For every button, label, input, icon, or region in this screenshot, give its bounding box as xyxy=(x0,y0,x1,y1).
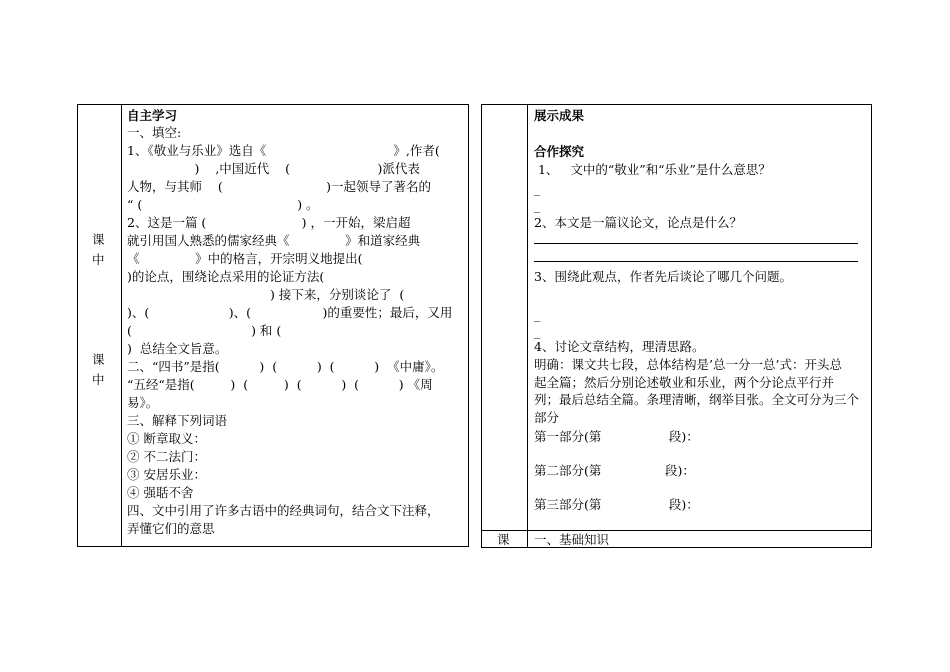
text-line: 一、填空: xyxy=(127,125,182,140)
part-1-line: 第一部分(第 段)： xyxy=(534,429,699,444)
text-line: 易》。 xyxy=(127,395,159,410)
side-label-1: 课 中 xyxy=(92,232,105,267)
text-line: ) 接下来，分别谈论了 ( xyxy=(127,287,405,302)
text-line: 2、这是一篇 ( ) ，一开始，梁启超 xyxy=(127,215,411,230)
part-3-line: 第三部分(第 段)： xyxy=(534,497,699,512)
right-table-top-border xyxy=(481,104,872,105)
self-study-content xyxy=(127,124,467,538)
explanation-line: 明确：课文共七段，总体结构是’总一分一总’式：开头总 xyxy=(534,357,842,372)
text-line: )的论点，围绕论点采用的论证方法( xyxy=(127,269,325,284)
text-line: ① 断章取义： xyxy=(127,431,206,446)
explanation-line: 部分 xyxy=(534,410,560,425)
text-line: ④ 强聒不舍 xyxy=(127,485,194,500)
text-line: 二、“四书”是指( ) ( ) ( ) 《中庸》。 xyxy=(127,359,444,374)
text-line: “五经“是指( ) ( ) ( ) ( ) 《周 xyxy=(127,377,433,392)
left-table-divider xyxy=(121,104,122,547)
explanation-line: 列；最后总结全篇。条理清晰，纲举目张。全文可分为三个 xyxy=(534,392,860,407)
right-table-divider xyxy=(527,104,528,548)
text-line: 人物，与其师 ( )一起领导了著名的 xyxy=(127,179,431,194)
show-results-heading: 展示成果 xyxy=(534,108,585,123)
left-table-right-border xyxy=(468,104,469,547)
question-4: 4、讨论文章结构，理清思路。 xyxy=(534,339,705,354)
answer-blank-mark: _ xyxy=(534,198,541,213)
bottom-side-label: 课 xyxy=(497,532,510,547)
question-3: 3、围绕此观点，作者先后谈论了哪几个问题。 xyxy=(534,269,792,284)
text-line: 就引用国人熟悉的儒家经典《 》和道家经典 xyxy=(127,233,421,248)
text-line: )、( )、( )的重要性；最后，又用 xyxy=(127,305,453,320)
cooperative-inquiry-heading: 合作探究 xyxy=(534,144,585,159)
question-1: 1、 文中的“敬业”和“乐业”是什么意思？ xyxy=(534,162,771,177)
part-2-line: 第二部分(第 段)： xyxy=(534,463,695,478)
left-table-top-border xyxy=(77,104,469,105)
answer-blank-mark: _ xyxy=(534,324,541,339)
left-table-bottom-border xyxy=(77,546,469,547)
text-line: ② 不二法门： xyxy=(127,449,206,464)
explanation-line: 起全篇；然后分别论述敬业和乐业，两个分论点平行并 xyxy=(534,375,835,390)
text-line: 四、文中引用了许多古语中的经典词句，结合文下注释， xyxy=(127,503,440,518)
left-table-left-border xyxy=(77,104,78,547)
answer-blank-mark: _ xyxy=(534,307,541,322)
right-table-right-border xyxy=(871,104,872,548)
text-line: 1、《敬业与乐业》选自《 》,作者( xyxy=(127,143,440,158)
right-table-left-border xyxy=(481,104,482,548)
text-line: ③ 安居乐业： xyxy=(127,467,206,482)
text-line: ) 总结全文旨意。 xyxy=(127,341,228,356)
text-line: 《 》中的格言，开宗明义地提出( xyxy=(127,251,363,266)
text-line: 弄懂它们的意思 xyxy=(127,521,215,536)
answer-line xyxy=(534,261,858,262)
text-line: 三、解释下列词语 xyxy=(127,413,228,428)
answer-line xyxy=(534,243,858,244)
text-line: ( ) 和 ( xyxy=(127,323,282,338)
text-line: “ ( ) 。 xyxy=(127,197,319,212)
question-2: 2、本文是一篇议论文，论点是什么？ xyxy=(534,215,742,230)
basic-knowledge-heading: 一、基础知识 xyxy=(534,532,610,547)
side-label-2: 课 中 xyxy=(92,352,105,387)
answer-blank-mark: _ xyxy=(534,181,541,196)
text-line: ) ,中国近代 ( )派代表 xyxy=(127,161,420,176)
self-study-heading: 自主学习 xyxy=(127,108,178,123)
